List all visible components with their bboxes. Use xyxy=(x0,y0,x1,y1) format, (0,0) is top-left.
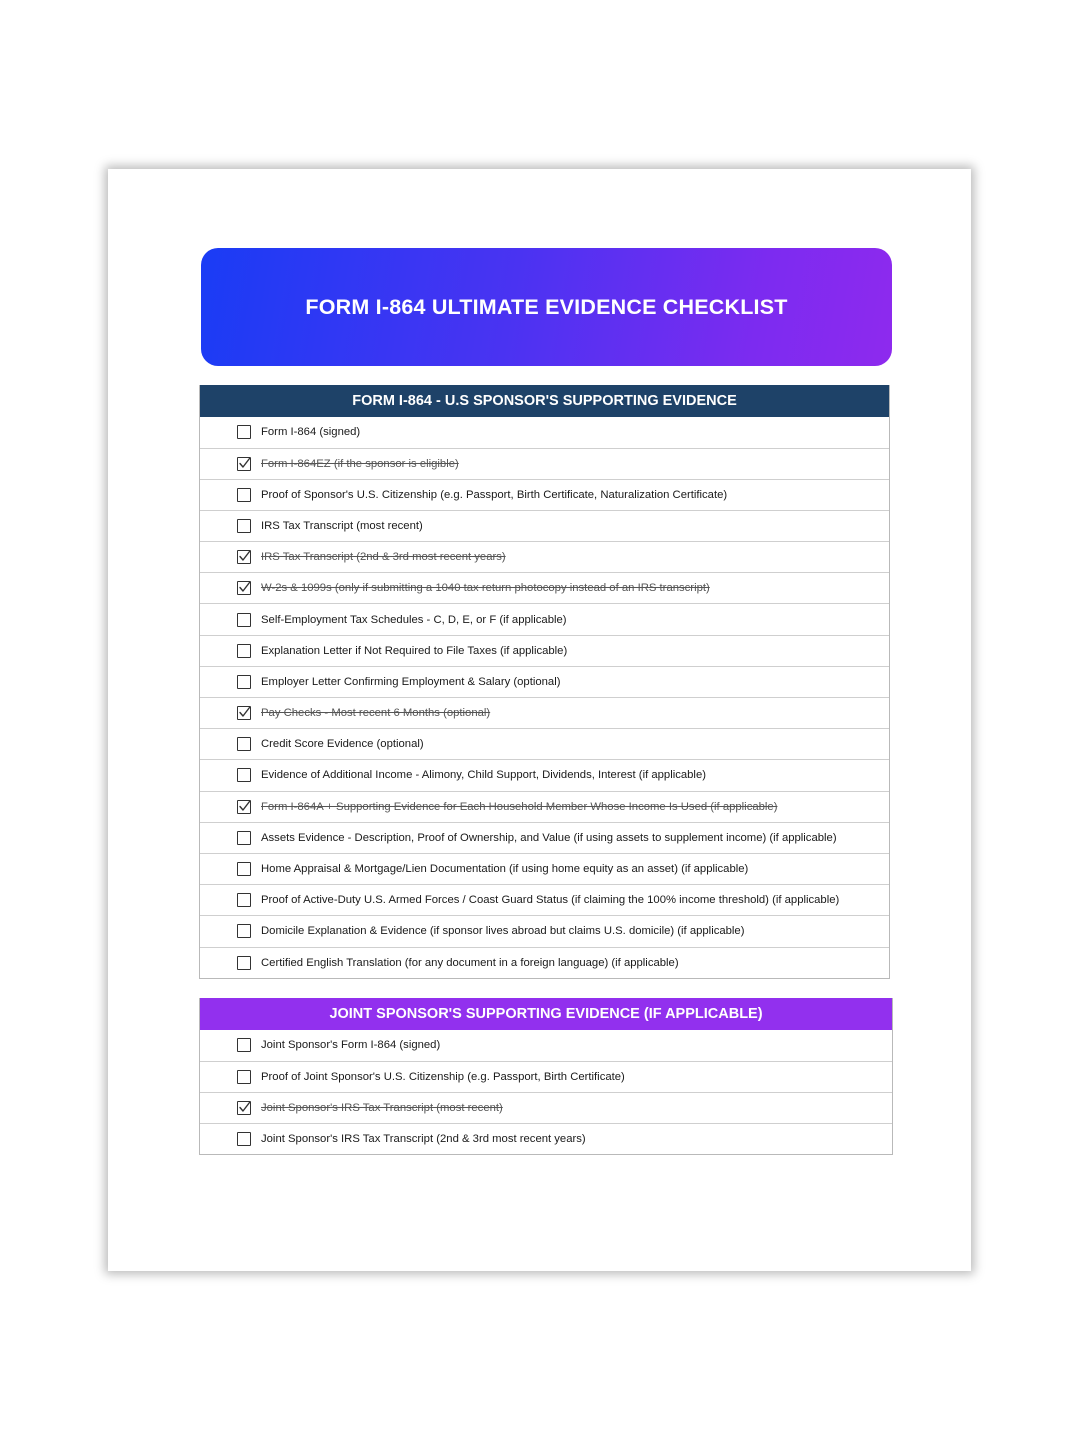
checklist-item-label: Proof of Sponsor's U.S. Citizenship (e.g. Passport, Birth Certificate, Naturalization Certificate) xyxy=(261,488,728,501)
section-header: JOINT SPONSOR'S SUPPORTING EVIDENCE (IF APPLICABLE) xyxy=(200,998,892,1030)
checklist-item xyxy=(200,666,889,697)
checklist-item xyxy=(200,822,889,853)
joint-sponsor-evidence-list xyxy=(200,1030,892,1154)
page-title: FORM I-864 ULTIMATE EVIDENCE CHECKLIST xyxy=(305,294,788,319)
checkbox[interactable] xyxy=(237,956,251,970)
checklist-item xyxy=(200,510,889,541)
checklist-item-label: IRS Tax Transcript (2nd & 3rd most recent years) xyxy=(261,551,506,564)
checked-checkbox[interactable] xyxy=(237,581,251,595)
checklist-item xyxy=(200,947,889,978)
checklist-item xyxy=(200,1092,892,1123)
checkmark-icon xyxy=(237,705,252,720)
title-banner xyxy=(201,248,892,366)
checklist-item-label: Employer Letter Confirming Employment & Salary (optional) xyxy=(261,675,561,688)
checklist-item-label: Domicile Explanation & Evidence (if sponsor lives abroad but claims U.S. domicile) (if applicable) xyxy=(261,925,745,938)
checklist-item xyxy=(200,635,889,666)
checkmark-icon xyxy=(237,799,252,814)
section-header: FORM I-864 - U.S SPONSOR'S SUPPORTING EVIDENCE xyxy=(200,385,889,417)
checked-checkbox[interactable] xyxy=(237,457,251,471)
checklist-item-label: Joint Sponsor's IRS Tax Transcript (most recent) xyxy=(261,1101,503,1114)
checklist-item xyxy=(200,791,889,822)
checkbox[interactable] xyxy=(237,862,251,876)
checkbox[interactable] xyxy=(237,644,251,658)
checklist-item-label: Home Appraisal & Mortgage/Lien Documentation (if using home equity as an asset) (if applicable) xyxy=(261,863,749,876)
checkbox[interactable] xyxy=(237,1038,251,1052)
checkmark-icon xyxy=(237,1100,252,1115)
checklist-item-label: Form I-864A + Supporting Evidence for Each Household Member Whose Income Is Used (if applicable) xyxy=(261,800,778,813)
checklist-item xyxy=(200,1123,892,1154)
checklist-item-label: Explanation Letter if Not Required to File Taxes (if applicable) xyxy=(261,644,568,657)
checklist-item xyxy=(200,417,889,448)
checked-checkbox[interactable] xyxy=(237,550,251,564)
checkbox[interactable] xyxy=(237,675,251,689)
checklist-item-label: Certified English Translation (for any document in a foreign language) (if applicable) xyxy=(261,956,679,969)
checkmark-icon xyxy=(237,549,252,564)
checklist-item xyxy=(200,541,889,572)
checklist-item-label: Joint Sponsor's Form I-864 (signed) xyxy=(261,1039,441,1052)
checklist-item-label: Joint Sponsor's IRS Tax Transcript (2nd & 3rd most recent years) xyxy=(261,1132,586,1145)
checkbox[interactable] xyxy=(237,737,251,751)
checked-checkbox[interactable] xyxy=(237,800,251,814)
sponsor-evidence-list xyxy=(200,417,889,978)
sponsor-evidence-section xyxy=(199,385,890,979)
checklist-item xyxy=(200,479,889,510)
checklist-item-label: W-2s & 1099s (only if submitting a 1040 tax return photocopy instead of an IRS transcript) xyxy=(261,582,710,595)
checklist-item xyxy=(200,572,889,603)
checklist-item xyxy=(200,728,889,759)
checkbox[interactable] xyxy=(237,831,251,845)
checkmark-icon xyxy=(237,580,252,595)
checklist-item-label: Proof of Active-Duty U.S. Armed Forces / Coast Guard Status (if claiming the 100% income threshold) (if applicable) xyxy=(261,894,840,907)
checkbox[interactable] xyxy=(237,924,251,938)
checklist-item-label: Evidence of Additional Income - Alimony, Child Support, Dividends, Interest (if applicable) xyxy=(261,769,706,782)
checkbox[interactable] xyxy=(237,768,251,782)
checklist-item-label: Proof of Joint Sponsor's U.S. Citizenship (e.g. Passport, Birth Certificate) xyxy=(261,1070,625,1083)
checklist-item-label: Pay Checks - Most recent 6 Months (optional) xyxy=(261,707,491,720)
checked-checkbox[interactable] xyxy=(237,1101,251,1115)
checkbox[interactable] xyxy=(237,1132,251,1146)
checklist-item xyxy=(200,697,889,728)
checklist-page xyxy=(108,169,971,1271)
checkbox[interactable] xyxy=(237,488,251,502)
checklist-item xyxy=(200,448,889,479)
checklist-item xyxy=(200,1061,892,1092)
checklist-item-label: IRS Tax Transcript (most recent) xyxy=(261,519,423,532)
checklist-item xyxy=(200,603,889,634)
checkmark-icon xyxy=(237,456,252,471)
checklist-item-label: Form I-864EZ (if the sponsor is eligible) xyxy=(261,457,459,470)
checkbox[interactable] xyxy=(237,1070,251,1084)
checklist-item xyxy=(200,884,889,915)
checked-checkbox[interactable] xyxy=(237,706,251,720)
checklist-item-label: Assets Evidence - Description, Proof of Ownership, and Value (if using assets to supplement income) (if applicable) xyxy=(261,831,837,844)
checkbox[interactable] xyxy=(237,613,251,627)
checklist-item xyxy=(200,853,889,884)
checkbox[interactable] xyxy=(237,893,251,907)
checklist-item-label: Self-Employment Tax Schedules - C, D, E, or F (if applicable) xyxy=(261,613,567,626)
checklist-item-label: Form I-864 (signed) xyxy=(261,426,361,439)
checklist-item xyxy=(200,915,889,946)
checklist-item xyxy=(200,1030,892,1061)
checkbox[interactable] xyxy=(237,519,251,533)
checklist-item xyxy=(200,759,889,790)
joint-sponsor-evidence-section xyxy=(199,998,893,1155)
checklist-item-label: Credit Score Evidence (optional) xyxy=(261,738,424,751)
checkbox[interactable] xyxy=(237,425,251,439)
